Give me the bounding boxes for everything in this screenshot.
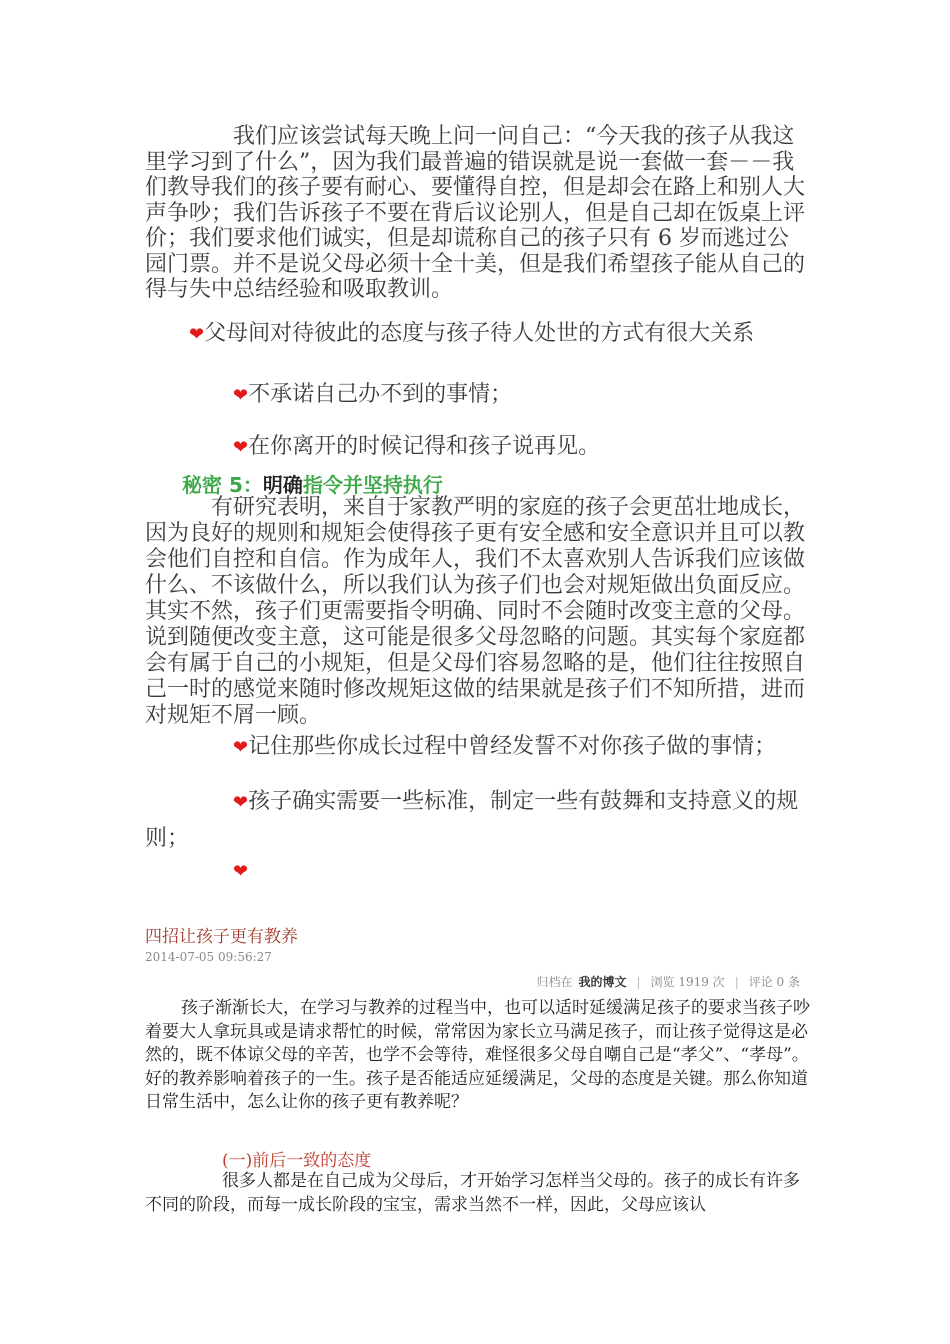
view-count: 浏览 1919 次 xyxy=(650,975,725,989)
heart-icon: ❤ xyxy=(233,737,249,758)
blog-intro-paragraph: 孩子渐渐长大，在学习与教养的过程当中，也可以适时延缓满足孩子的要求当孩子吵着要大人拿玩具或是请求帮忙的时候，常常因为家长立马满足孩子，而让孩子觉得这是必然的，既不体谅父母的辛苦，也学不会等待，难怪很多父母自嘲自己是“孝父”、“孝母”。好的教养影响着孩子的一生。孩子是否能适应延缓满足，父母的态度是关键。那么你知道日常生活中，怎么让你的孩子更有教养呢？ xyxy=(145,998,810,1112)
category-link[interactable]: 我的博文 xyxy=(578,975,627,989)
blog-post-date: 2014-07-05 09:56:27 xyxy=(145,950,272,964)
bullet-text: 不承诺自己办不到的事情； xyxy=(248,382,513,407)
meta-separator: | xyxy=(734,975,739,989)
bullet-no-empty-promises xyxy=(145,382,810,409)
blog-post-meta xyxy=(536,973,800,990)
archived-label: 归档在 xyxy=(536,975,573,989)
secret-5-rest: 指令并坚持执行 xyxy=(302,473,443,497)
blog-subheading-1: (一)前后一致的态度 xyxy=(222,1151,372,1171)
bullet-text: 在你离开的时候记得和孩子说再见。 xyxy=(248,434,601,459)
secret-5-label: 秘密 5： xyxy=(182,473,263,497)
heart-icon: ❤ xyxy=(233,437,249,458)
bullet-remember-vows xyxy=(145,734,810,761)
bullet-text: 孩子确实需要一些标准，制定一些有鼓舞和支持意义的规则； xyxy=(145,789,799,851)
bullet-say-goodbye xyxy=(145,434,810,461)
paragraph-clear-rules: 有研究表明，来自于家教严明的家庭的孩子会更茁壮地成长，因为良好的规则和规矩会使得孩子更有安全感和安全意识并且可以教会他们自控和自信。作为成年人，我们不太喜欢别人告诉我们应该做什么、不该做什么，所以我们认为孩子们也会对规矩做出负面反应。其实不然，孩子们更需要指令明确、同时不会随时改变主意的父母。说到随便改变主意，这可能是很多父母忽略的问题。其实每个家庭都会有属于自己的小规矩，但是父母们容易忽略的是，他们往往按照自己一时的感觉来随时修改规矩这做的结果就是孩子们不知所措，进而对规矩不屑一顾。 xyxy=(145,495,806,728)
heart-icon: ❤ xyxy=(189,324,205,345)
bullet-parents-attitude xyxy=(145,312,810,357)
heart-icon: ❤ xyxy=(233,861,249,882)
meta-separator: | xyxy=(636,975,641,989)
bullet-empty xyxy=(145,858,810,885)
blog-post-title[interactable]: 四招让孩子更有教养 xyxy=(145,927,298,947)
paragraph-self-reflection: 我们应该尝试每天晚上问一问自己：“今天我的孩子从我这里学习到了什么”，因为我们最普遍的错误就是说一套做一套－－我们教导我们的孩子要有耐心、要懂得自控，但是却会在路上和别人大声争吵；我们告诉孩子不要在背后议论别人，但是自己却在饭桌上评价；我们要求他们诚实，但是却谎称自己的孩子只有 6 岁而逃过公园门票。并不是说父母必须十全十美，但是我们希望孩子能从自己的得与失中总结经验和吸取教训。 xyxy=(145,124,806,302)
bullet-standards xyxy=(145,784,810,857)
comment-count[interactable]: 评论 0 条 xyxy=(748,975,800,989)
heart-icon: ❤ xyxy=(233,385,249,406)
heart-icon: ❤ xyxy=(233,792,249,813)
blog-paragraph-2: 很多人都是在自己成为父母后，才开始学习怎样当父母的。孩子的成长有许多不同的阶段，而每一成长阶段的宝宝，需求当然不一样，因此，父母应该认 xyxy=(145,1171,800,1215)
bullet-text: 父母间对待彼此的态度与孩子待人处世的方式有很大关系 xyxy=(204,321,755,346)
secret-5-mid: 明确 xyxy=(262,473,303,497)
bullet-text: 记住那些你成长过程中曾经发誓不对你孩子做的事情； xyxy=(248,734,777,759)
